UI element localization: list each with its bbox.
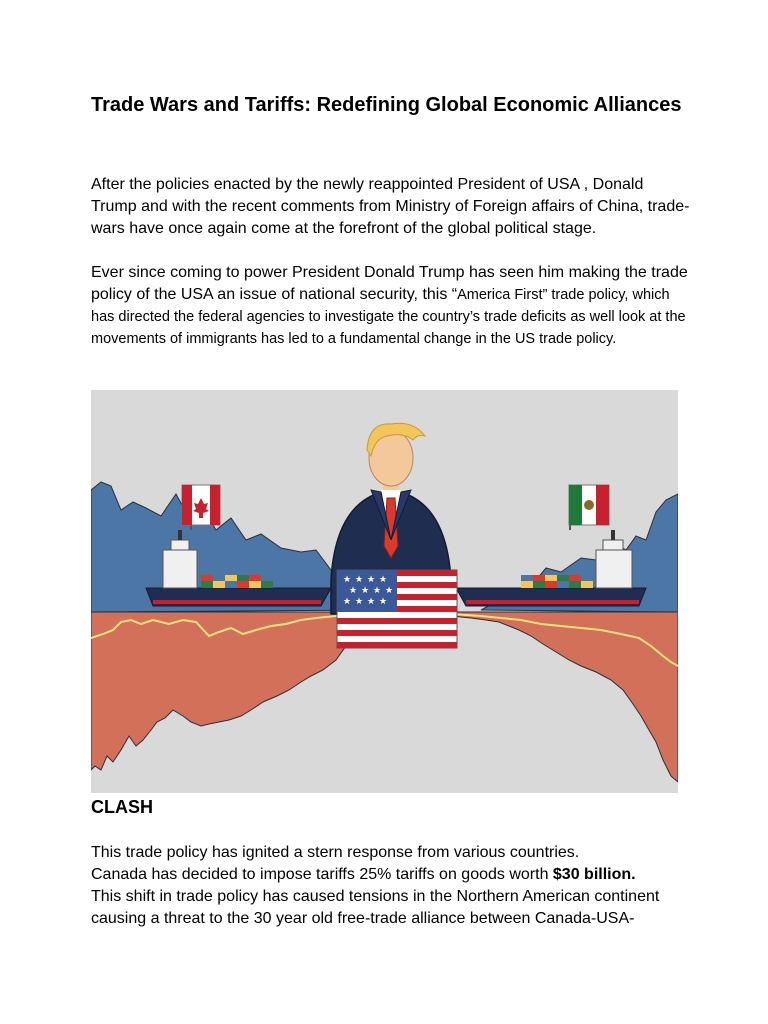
svg-text:★: ★ [343,575,352,585]
svg-text:★: ★ [355,575,364,585]
svg-text:★: ★ [355,597,364,607]
svg-text:★: ★ [343,597,352,607]
svg-text:★: ★ [379,575,388,585]
clash-line-3: This shift in trade policy has caused tensions in the Northern American continent causing a threat to the 30 year old free-trade alliance between Canada-USA- [91,888,660,927]
svg-text:★: ★ [367,575,376,585]
svg-text:★: ★ [379,597,388,607]
policy-paragraph-start: Ever since coming to power President Donald Trump has seen him making the trade policy of the USA an issue of national security, this “ [91,264,688,303]
usa-flag-icon [337,570,457,648]
policy-paragraph [91,262,691,350]
mexico-flag-icon [569,485,609,530]
svg-text:★: ★ [367,597,376,607]
clash-line-1: This trade policy has ignited a stern response from various countries. [91,844,580,861]
intro-paragraph: After the policies enacted by the newly reappointed President of USA , Donald Trump and with the recent comments from Ministry of Foreign affairs of China, trade-wars have once again come at the forefront of the global political stage. [91,176,690,237]
svg-text:★: ★ [361,586,370,596]
tariff-amount: $30 billion. [552,866,636,883]
canada-flag-icon [182,485,220,530]
svg-text:★: ★ [349,586,358,596]
clash-line-2: Canada has decided to impose tariffs 25% tariffs on goods worth [91,866,553,883]
trade-war-illustration [91,390,678,793]
svg-text:★: ★ [385,586,394,596]
article-title: Trade Wars and Tariffs: Redefining Global Economic Alliances [91,94,682,116]
section-heading: CLASH [91,797,153,817]
policy-paragraph-rest: America First” trade policy, which has directed the federal agencies to investigate the country’s trade deficits as well look at the movements of immigrants has led to a fundamental change in the US trade policy. [91,287,686,347]
svg-text:★: ★ [373,586,382,596]
clash-paragraph [91,842,691,930]
